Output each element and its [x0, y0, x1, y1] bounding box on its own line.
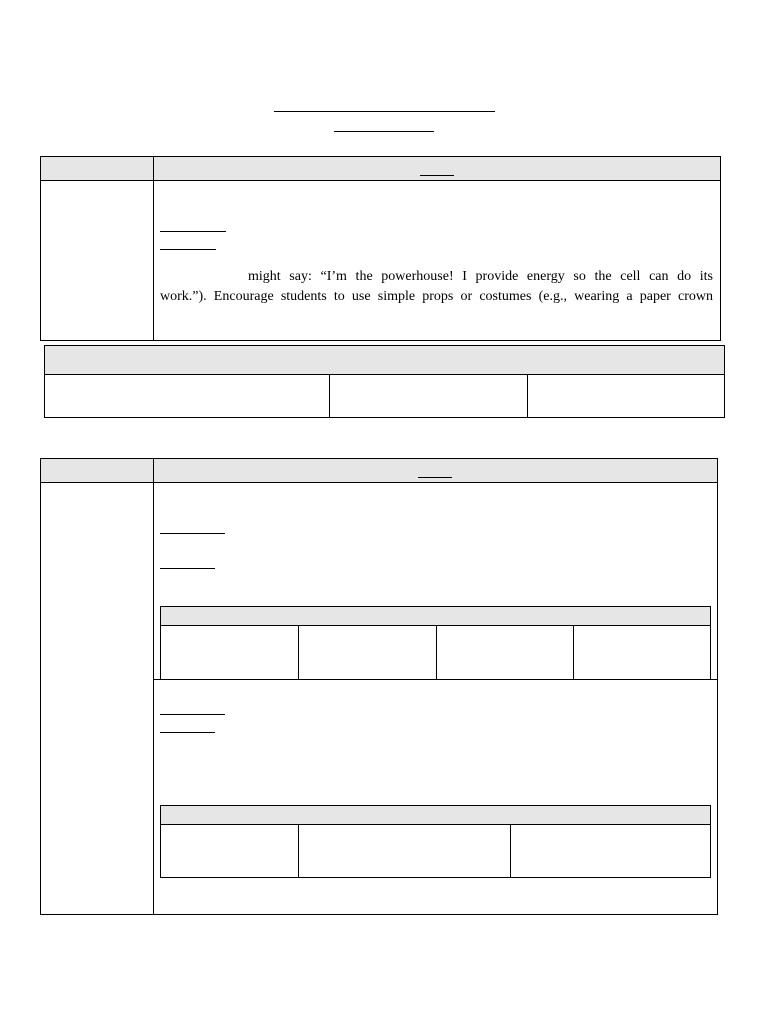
table1-body-content-cell: [153, 180, 721, 341]
inner-table-b-cell-2: [298, 824, 511, 878]
table1-body-label-cell: [40, 180, 154, 341]
inner-table-a-cell-2: [298, 625, 437, 680]
inner-table-a-header: [160, 606, 711, 626]
table1-heading-underline-2: [160, 249, 216, 250]
table2-header-label-cell: [40, 458, 154, 483]
inner-table-a-cell-1: [160, 625, 299, 680]
table1-paragraph-line-2: work.”). Encourage students to use simple props or costumes (e.g., wearing a paper crown: [160, 289, 713, 304]
table2-header-title-cell: [153, 458, 718, 483]
table2-heading-underline-3: [160, 714, 225, 715]
inner-table-a-cell-3: [436, 625, 574, 680]
inner-table-b-cell-3: [510, 824, 711, 878]
table2-heading-underline-1: [160, 533, 225, 534]
rubric1-cell-3: [527, 374, 725, 418]
table1-heading-underline-1: [160, 231, 226, 232]
table1-paragraph-line-1: might say: “I’m the powerhouse! I provide energy so the cell can do its: [248, 269, 713, 284]
inner-table-b-header: [160, 805, 711, 825]
table1-header-label-cell: [40, 156, 154, 181]
rubric1-header: [44, 345, 725, 375]
table2-heading-underline-4: [160, 732, 215, 733]
table1-header-title-cell: [153, 156, 721, 181]
table2-header-underline: [418, 477, 452, 478]
rubric1-cell-2: [329, 374, 528, 418]
rubric1-cell-1: [44, 374, 330, 418]
table2-subsection-divider: [153, 679, 718, 680]
title-underline: [274, 111, 495, 112]
inner-table-b-cell-1: [160, 824, 299, 878]
subtitle-underline: [334, 131, 434, 132]
inner-table-a-cell-4: [573, 625, 711, 680]
table2-heading-underline-2: [160, 568, 215, 569]
table2-body-label-cell: [40, 482, 154, 915]
table1-header-underline: [420, 175, 454, 176]
